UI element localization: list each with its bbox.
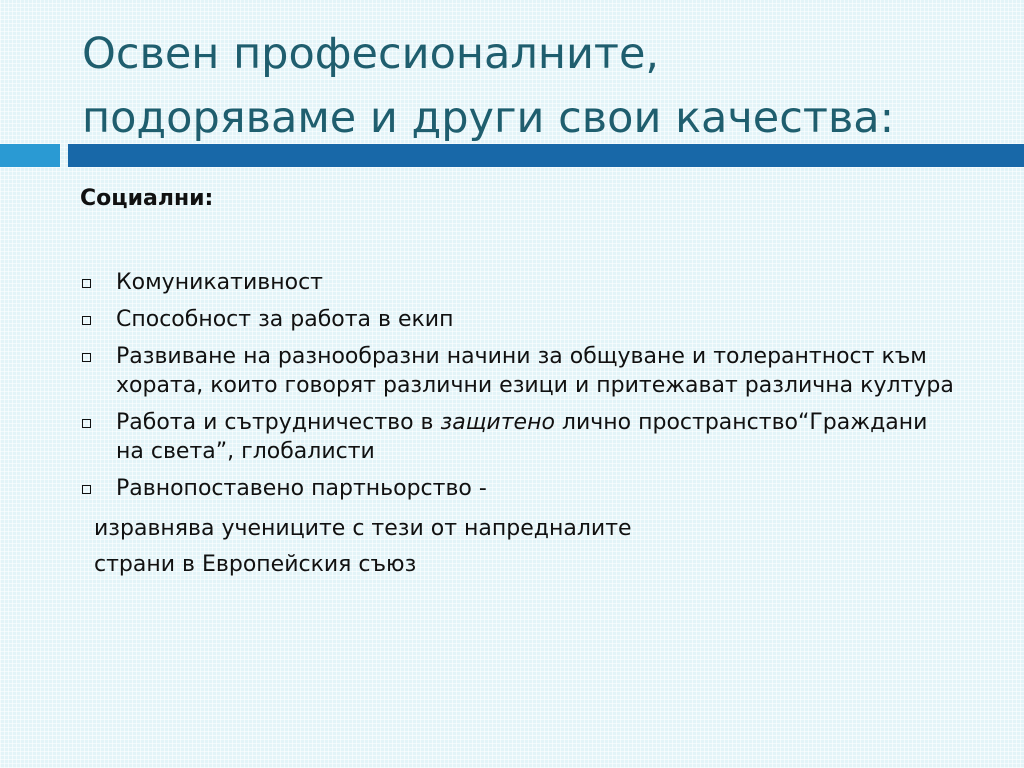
slide-body [80, 182, 960, 583]
list-item-text: Комуникативност [116, 270, 323, 295]
list-item-text: Равнопоставено партньорство - [116, 476, 487, 501]
subheading: Социални: [80, 186, 214, 211]
list-item-text-start: Работа и сътрудничество в [116, 410, 441, 435]
slide-title [82, 22, 982, 150]
title-line-1: Освен професионалните, [82, 29, 660, 79]
list-item [80, 305, 960, 334]
square-bullet-icon [82, 485, 91, 494]
square-bullet-icon [82, 316, 91, 325]
list-item-text: Развиване на разнообразни начини за общуване и толерантност към хората, които говорят различни езици и притежават различна култура [116, 344, 954, 398]
square-bullet-icon [82, 419, 91, 428]
list-item [80, 342, 960, 400]
list-item [80, 408, 960, 466]
list-item-text-end: лично пространство“Граждани на света”, глобалисти [116, 410, 928, 464]
bullet-list [80, 268, 960, 503]
title-rule-accent [0, 144, 60, 167]
emphasized-word: защитено [440, 410, 555, 435]
title-rule [68, 144, 1024, 167]
title-line-2: подоряваме и други свои качества: [82, 93, 895, 143]
continuation-line-1: изравнява учениците с тези от напредналите [94, 516, 632, 541]
list-item [80, 268, 960, 297]
square-bullet-icon [82, 279, 91, 288]
square-bullet-icon [82, 353, 91, 362]
continuation-line-2: страни в Европейския съюз [94, 552, 417, 577]
list-item [80, 474, 960, 503]
list-item-text: Способност за работа в екип [116, 307, 454, 332]
